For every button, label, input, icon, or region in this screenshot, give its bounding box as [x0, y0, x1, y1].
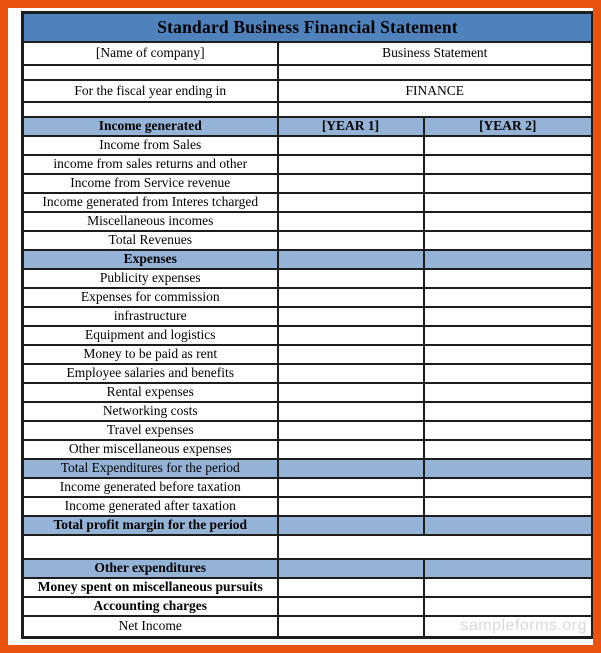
year2-input-cell[interactable] [424, 497, 593, 516]
row-label-total-revenues: Total Revenues [23, 231, 278, 250]
table-row [23, 597, 593, 616]
row-label-other-misc-expenses: Other miscellaneous expenses [23, 440, 278, 459]
section-header-income: Income generated [23, 117, 278, 136]
year1-input-cell[interactable] [278, 193, 424, 212]
row-label-networking-costs: Networking costs [23, 402, 278, 421]
title-row [23, 13, 593, 42]
year2-section-cell [424, 459, 593, 478]
row-label-income-from-sales: Income from Sales [23, 136, 278, 155]
year2-input-cell[interactable] [424, 307, 593, 326]
row-label-salaries-benefits: Employee salaries and benefits [23, 364, 278, 383]
section-row-total-profit [23, 516, 593, 535]
year2-input-cell[interactable] [424, 136, 593, 155]
section-header-expenses: Expenses [23, 250, 278, 269]
year1-input-cell[interactable] [278, 307, 424, 326]
table-row [23, 174, 593, 193]
year1-input-cell[interactable] [278, 174, 424, 193]
spacer-cell [278, 65, 593, 80]
table-row [23, 288, 593, 307]
year2-input-cell[interactable] [424, 402, 593, 421]
year2-input-cell[interactable] [424, 288, 593, 307]
row-label-miscellaneous-incomes: Miscellaneous incomes [23, 212, 278, 231]
spacer-cell [278, 535, 593, 559]
year1-input-cell[interactable] [278, 616, 424, 638]
year1-input-cell[interactable] [278, 231, 424, 250]
year2-column-header: [YEAR 2] [424, 117, 593, 136]
year1-input-cell[interactable] [278, 212, 424, 231]
net-income-row [23, 616, 593, 638]
department-cell[interactable]: FINANCE [278, 80, 593, 102]
statement-table [21, 11, 594, 639]
fiscal-year-row [23, 80, 593, 102]
row-label-equipment-logistics: Equipment and logistics [23, 326, 278, 345]
year1-input-cell[interactable] [278, 402, 424, 421]
row-label-income-before-taxation: Income generated before taxation [23, 478, 278, 497]
watermark: sampleforms.org [460, 617, 588, 635]
year1-section-cell [278, 250, 424, 269]
row-label-income-after-taxation: Income generated after taxation [23, 497, 278, 516]
table-row [23, 440, 593, 459]
row-label-sales-returns: income from sales returns and other [23, 155, 278, 174]
spacer-cell [23, 535, 278, 559]
table-row [23, 478, 593, 497]
section-row-total-expenditures [23, 459, 593, 478]
row-label-infrastructure: infrastructure [23, 307, 278, 326]
table-row [23, 136, 593, 155]
table-row [23, 269, 593, 288]
year2-input-cell[interactable] [424, 212, 593, 231]
year1-section-cell [278, 459, 424, 478]
year1-input-cell[interactable] [278, 440, 424, 459]
spacer-row [23, 65, 593, 80]
row-label-interest-charged: Income generated from Interes tcharged [23, 193, 278, 212]
table-row [23, 193, 593, 212]
table-row [23, 402, 593, 421]
year2-input-cell[interactable] [424, 155, 593, 174]
year1-input-cell[interactable] [278, 364, 424, 383]
year2-input-cell[interactable] [424, 193, 593, 212]
table-row [23, 231, 593, 250]
year2-input-cell[interactable] [424, 578, 593, 597]
year1-input-cell[interactable] [278, 155, 424, 174]
year2-input-cell[interactable] [424, 421, 593, 440]
spacer-row [23, 535, 593, 559]
row-label-rent-money: Money to be paid as rent [23, 345, 278, 364]
section-row-expenses [23, 250, 593, 269]
section-row-other-expenditures [23, 559, 593, 578]
year1-input-cell[interactable] [278, 578, 424, 597]
year2-input-cell[interactable] [424, 269, 593, 288]
spacer-row [23, 102, 593, 117]
year2-input-cell[interactable] [424, 478, 593, 497]
year1-input-cell[interactable] [278, 345, 424, 364]
year2-section-cell [424, 559, 593, 578]
year1-input-cell[interactable] [278, 478, 424, 497]
year2-section-cell [424, 516, 593, 535]
year2-input-cell[interactable] [424, 345, 593, 364]
row-label-misc-pursuits: Money spent on miscellaneous pursuits [23, 578, 278, 597]
year1-input-cell[interactable] [278, 421, 424, 440]
table-row [23, 578, 593, 597]
company-row [23, 42, 593, 65]
year1-input-cell[interactable] [278, 383, 424, 402]
year2-input-cell[interactable] [424, 231, 593, 250]
row-label-rental-expenses: Rental expenses [23, 383, 278, 402]
table-row [23, 345, 593, 364]
spacer-cell [23, 65, 278, 80]
row-label-travel-expenses: Travel expenses [23, 421, 278, 440]
table-row [23, 383, 593, 402]
year1-input-cell[interactable] [278, 269, 424, 288]
column-header-row [23, 117, 593, 136]
table-row [23, 155, 593, 174]
year1-input-cell[interactable] [278, 136, 424, 155]
section-header-other-expenditures: Other expenditures [23, 559, 278, 578]
form-title: Standard Business Financial Statement [23, 13, 593, 42]
year2-input-cell[interactable] [424, 174, 593, 193]
year2-input-cell[interactable] [424, 597, 593, 616]
table-row [23, 307, 593, 326]
table-row [23, 497, 593, 516]
row-label-accounting-charges: Accounting charges [23, 597, 278, 616]
statement-type-cell[interactable]: Business Statement [278, 42, 593, 65]
row-label-total-expenditures: Total Expenditures for the period [23, 459, 278, 478]
year2-input-cell[interactable] [424, 383, 593, 402]
year1-input-cell[interactable] [278, 288, 424, 307]
financial-statement-form [21, 11, 591, 639]
spacer-cell [278, 102, 593, 117]
year2-input-cell[interactable] [424, 364, 593, 383]
year2-section-cell [424, 250, 593, 269]
row-label-total-profit-margin: Total profit margin for the period [23, 516, 278, 535]
year1-section-cell [278, 559, 424, 578]
year1-section-cell [278, 516, 424, 535]
table-row [23, 421, 593, 440]
row-label-publicity-expenses: Publicity expenses [23, 269, 278, 288]
fiscal-year-label: For the fiscal year ending in [23, 80, 278, 102]
year2-input-cell[interactable] [424, 616, 593, 638]
year1-input-cell[interactable] [278, 497, 424, 516]
year2-input-cell[interactable] [424, 326, 593, 345]
table-row [23, 364, 593, 383]
row-label-commission-expenses: Expenses for commission [23, 288, 278, 307]
year1-input-cell[interactable] [278, 597, 424, 616]
row-label-service-revenue: Income from Service revenue [23, 174, 278, 193]
year1-input-cell[interactable] [278, 326, 424, 345]
table-row [23, 212, 593, 231]
table-row [23, 326, 593, 345]
row-label-net-income: Net Income [23, 616, 278, 638]
year1-column-header: [YEAR 1] [278, 117, 424, 136]
spacer-cell [23, 102, 278, 117]
year2-input-cell[interactable] [424, 440, 593, 459]
company-name-placeholder[interactable]: [Name of company] [23, 42, 278, 65]
